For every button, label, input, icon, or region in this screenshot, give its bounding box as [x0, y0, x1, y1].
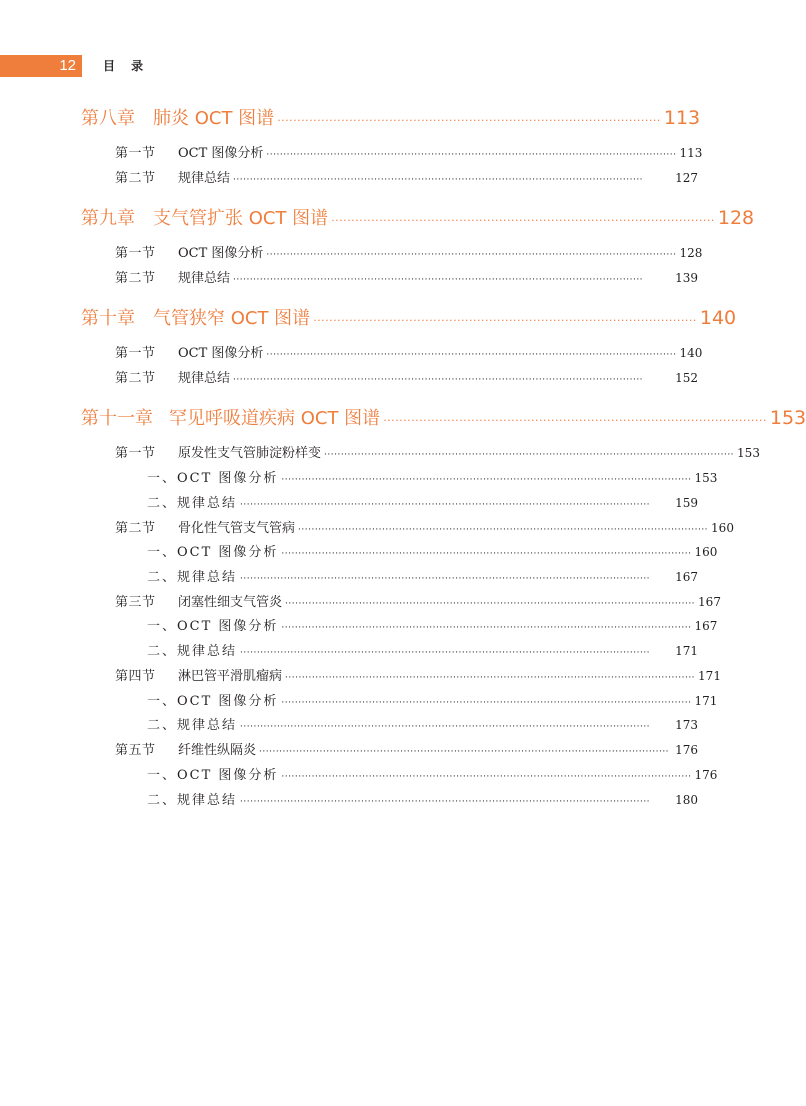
dot-leader: ·························································································································· — [240, 500, 651, 510]
section-number: 第一节 — [115, 346, 156, 361]
dot-leader: ·························································································································· — [281, 772, 692, 782]
subsection-title: 二、规律总结 — [147, 644, 238, 659]
toc-section-11-5[interactable] — [115, 739, 698, 757]
toc-subsection-11-5-2[interactable] — [147, 789, 698, 807]
section-title: 规律总结 — [178, 271, 231, 286]
toc-subsection-11-2-1[interactable] — [147, 541, 718, 560]
chapter-title: 支气管扩张 OCT 图谱 — [153, 208, 329, 229]
section-title: 纤维性纵隔炎 — [178, 743, 257, 758]
toc-subsection-11-4-2[interactable] — [147, 714, 698, 732]
toc-chapter-9[interactable] — [81, 204, 755, 229]
section-title: OCT 图像分析 — [178, 146, 264, 161]
dot-leader: ································································································ — [383, 414, 767, 427]
header-title: 目 录 — [103, 59, 150, 73]
subsection-page: 167 — [694, 619, 718, 633]
chapter-page: 128 — [717, 207, 755, 229]
section-number: 第二节 — [115, 521, 156, 536]
section-title: 淋巴管平滑肌瘤病 — [178, 669, 283, 684]
dot-leader: ·························································································································· — [233, 275, 644, 285]
toc-subsection-11-2-2[interactable] — [147, 566, 698, 584]
section-page: 152 — [675, 371, 698, 385]
subsection-page: 167 — [675, 570, 698, 584]
dot-leader: ·························································································································· — [281, 549, 692, 559]
toc-subsection-11-3-2[interactable] — [147, 640, 698, 658]
dot-leader: ·························································································································· — [285, 599, 696, 609]
section-title: 骨化性气管支气管病 — [178, 521, 296, 536]
toc-section-11-2[interactable] — [115, 517, 734, 536]
section-number: 第一节 — [115, 146, 156, 161]
section-number: 第三节 — [115, 595, 156, 610]
subsection-title: 二、规律总结 — [147, 496, 238, 511]
section-page: 176 — [675, 743, 698, 757]
toc-section-8-1[interactable] — [115, 142, 703, 161]
toc-section-9-2[interactable] — [115, 267, 698, 285]
toc-chapter-10[interactable] — [81, 304, 737, 329]
dot-leader: ·························································································································· — [240, 797, 651, 807]
chapter-number: 第九章 — [81, 208, 135, 229]
subsection-title: 一、OCT 图像分析 — [147, 619, 279, 634]
dot-leader: ·························································································································· — [233, 375, 644, 385]
section-page: 140 — [679, 346, 703, 360]
section-page: 113 — [679, 146, 703, 160]
section-page: 171 — [698, 669, 721, 683]
chapter-title: 罕见呼吸道疾病 OCT 图谱 — [169, 408, 381, 429]
chapter-page: 113 — [663, 107, 701, 129]
subsection-title: 二、规律总结 — [147, 718, 238, 733]
toc-section-10-2[interactable] — [115, 367, 698, 385]
toc-section-10-1[interactable] — [115, 342, 703, 361]
section-number: 第二节 — [115, 171, 156, 186]
chapter-number: 第八章 — [81, 108, 135, 129]
section-page: 127 — [675, 171, 698, 185]
toc-subsection-11-5-1[interactable] — [147, 764, 718, 783]
subsection-title: 一、OCT 图像分析 — [147, 768, 279, 783]
subsection-page: 180 — [675, 793, 698, 807]
subsection-page: 173 — [675, 718, 698, 732]
section-number: 第一节 — [115, 446, 156, 461]
dot-leader: ·························································································································· — [240, 574, 651, 584]
dot-leader: ·························································································································· — [266, 350, 677, 360]
chapter-title: 气管狭窄 OCT 图谱 — [153, 308, 311, 329]
section-page: 139 — [675, 271, 698, 285]
dot-leader: ································································································ — [277, 114, 661, 127]
toc-section-11-4[interactable] — [115, 665, 721, 684]
dot-leader: ·························································································································· — [324, 450, 735, 460]
section-number: 第二节 — [115, 271, 156, 286]
section-number: 第一节 — [115, 246, 156, 261]
toc-chapter-8[interactable] — [81, 104, 701, 129]
section-title: OCT 图像分析 — [178, 346, 264, 361]
subsection-title: 一、OCT 图像分析 — [147, 471, 279, 486]
section-title: 闭塞性细支气管炎 — [178, 595, 283, 610]
chapter-number: 第十章 — [81, 308, 135, 329]
subsection-page: 153 — [694, 471, 718, 485]
toc-subsection-11-3-1[interactable] — [147, 615, 718, 634]
dot-leader: ·························································································································· — [298, 525, 709, 535]
section-number: 第五节 — [115, 743, 156, 758]
toc-section-9-1[interactable] — [115, 242, 703, 261]
section-title: 规律总结 — [178, 171, 231, 186]
dot-leader: ·························································································································· — [233, 175, 644, 185]
toc-chapter-11[interactable] — [81, 404, 806, 429]
section-title: 规律总结 — [178, 371, 231, 386]
dot-leader: ·························································································································· — [266, 150, 677, 160]
subsection-page: 171 — [675, 644, 698, 658]
section-page: 153 — [737, 446, 760, 460]
section-page: 128 — [679, 246, 703, 260]
toc-subsection-11-1-2[interactable] — [147, 492, 698, 510]
toc-section-11-3[interactable] — [115, 591, 721, 610]
toc-subsection-11-4-1[interactable] — [147, 690, 718, 709]
chapter-number: 第十一章 — [81, 408, 153, 429]
dot-leader: ·························································································································· — [285, 673, 696, 683]
toc-section-8-2[interactable] — [115, 167, 698, 185]
subsection-title: 二、规律总结 — [147, 793, 238, 808]
subsection-title: 一、OCT 图像分析 — [147, 545, 279, 560]
dot-leader: ·························································································································· — [240, 722, 651, 732]
chapter-title: 肺炎 OCT 图谱 — [153, 108, 275, 129]
dot-leader: ·························································································································· — [259, 747, 670, 757]
dot-leader: ·························································································································· — [240, 648, 651, 658]
subsection-page: 171 — [694, 694, 718, 708]
section-number: 第四节 — [115, 669, 156, 684]
dot-leader: ································································································ — [331, 214, 715, 227]
section-number: 第二节 — [115, 371, 156, 386]
section-title: 原发性支气管肺淀粉样变 — [178, 446, 322, 461]
toc-subsection-11-1-1[interactable] — [147, 467, 718, 486]
toc-section-11-1[interactable] — [115, 442, 760, 461]
dot-leader: ·························································································································· — [281, 475, 692, 485]
page-number: 12 — [59, 57, 76, 74]
chapter-page: 140 — [699, 307, 737, 329]
dot-leader: ·························································································································· — [281, 698, 692, 708]
dot-leader: ·························································································································· — [281, 623, 692, 633]
section-page: 160 — [711, 521, 734, 535]
subsection-page: 159 — [675, 496, 698, 510]
subsection-title: 一、OCT 图像分析 — [147, 694, 279, 709]
dot-leader: ································································································ — [313, 314, 697, 327]
chapter-page: 153 — [769, 407, 806, 429]
subsection-page: 160 — [694, 545, 718, 559]
section-page: 167 — [698, 595, 721, 609]
section-title: OCT 图像分析 — [178, 246, 264, 261]
subsection-title: 二、规律总结 — [147, 570, 238, 585]
subsection-page: 176 — [694, 768, 718, 782]
dot-leader: ·························································································································· — [266, 250, 677, 260]
